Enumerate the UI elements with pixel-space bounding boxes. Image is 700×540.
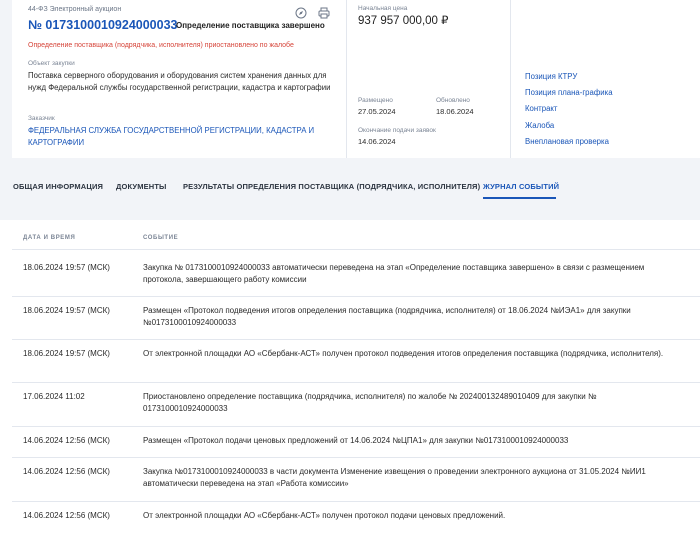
row-divider [12,382,700,383]
row-event: От электронной площадки АО «Сбербанк-АСТ» получен протокол подведения итогов определения поставщика (подрядчика, исполнителя). [143,349,664,358]
price-value: 937 957 000,00 ₽ [358,15,449,27]
row-date: 18.06.2024 19:57 (МСК) [23,263,110,272]
procurement-number[interactable]: № 0173100010924000033 [28,18,178,32]
row-event: Приостановлено определение поставщика (подрядчика, исполнителя) по жалобе № 202400132489010409 для закупки № 0173100010924000033 [143,392,597,413]
link-complaint[interactable]: Жалоба [525,121,555,130]
row-divider [12,339,700,340]
row-divider [12,426,700,427]
row-divider [12,501,700,502]
related-links [510,0,700,158]
object-text: Поставка серверного оборудования и оборудования систем хранения данных для нужд Федеральной службы государственной регистрации, кадастра и картографии [28,71,331,92]
link-unscheduled-check[interactable]: Внеплановая проверка [525,137,609,146]
placed-value: 27.05.2024 [358,107,396,116]
deadline-label: Окончание подачи заявок [358,127,436,134]
link-contract[interactable]: Контракт [525,104,558,113]
price-and-dates [346,0,510,158]
status-badge: Определение поставщика завершено [176,21,325,30]
row-divider [12,296,700,297]
tab-documents[interactable]: ДОКУМЕНТЫ [116,182,167,191]
row-date: 17.06.2024 11:02 [23,392,85,401]
updated-value: 18.06.2024 [436,107,474,116]
active-tab-indicator [483,197,556,199]
row-event: Закупка №0173100010924000033 в части документа Изменение извещения о проведении электронного аукциона от 31.05.2024 №ИИ1 автоматически переведена на этап «Работа комиссии» [143,467,646,488]
row-event: От электронной площадки АО «Сбербанк-АСТ» получен протокол подачи ценовых предложений. [143,511,506,520]
procurement-type: 44-ФЗ Электронный аукцион [28,6,122,13]
print-icon[interactable] [318,6,330,18]
row-event: Закупка № 0173100010924000033 автоматически переведена на этап «Определение поставщика завершено» в связи с размещением протокола, завершающего работу комиссии [143,263,645,284]
customer-link[interactable]: ФЕДЕРАЛЬНАЯ СЛУЖБА ГОСУДАРСТВЕННОЙ РЕГИСТРАЦИИ, КАДАСТРА И КАРТОГРАФИИ [28,126,315,147]
row-divider [12,457,700,458]
tab-general-info[interactable]: ОБЩАЯ ИНФОРМАЦИЯ [13,182,104,191]
link-plan-schedule[interactable]: Позиция плана-графика [525,88,613,97]
row-date: 18.06.2024 19:57 (МСК) [23,306,110,315]
tab-bar [0,158,700,200]
compass-icon[interactable] [295,6,307,18]
object-label: Объект закупки [28,60,75,67]
placed-label: Размещено [358,97,393,104]
updated-label: Обновлено [436,97,470,104]
customer-label: Заказчик [28,115,55,122]
row-date: 14.06.2024 12:56 (МСК) [23,511,110,520]
column-header-event: СОБЫТИЕ [143,235,179,241]
procurement-summary [12,0,345,158]
column-header-date: ДАТА И ВРЕМЯ [23,235,76,241]
row-event: Размещен «Протокол подачи ценовых предложений от 14.06.2024 №ЦПА1» для закупки №0173100010924000033 [143,436,569,445]
row-event: Размещен «Протокол подведения итогов определения поставщика (подрядчика, исполнителя) от 18.06.2024 №ИЭА1» для закупки №0173100010924000033 [143,306,631,327]
row-date: 18.06.2024 19:57 (МСК) [23,349,110,358]
row-date: 14.06.2024 12:56 (МСК) [23,467,110,476]
tab-event-journal[interactable]: ЖУРНАЛ СОБЫТИЙ [483,182,560,191]
tab-supplier-results[interactable]: РЕЗУЛЬТАТЫ ОПРЕДЕЛЕНИЯ ПОСТАВЩИКА (ПОДРЯДЧИКА, ИСПОЛНИТЕЛЯ) [183,182,481,191]
deadline-value: 14.06.2024 [358,137,396,146]
row-date: 14.06.2024 12:56 (МСК) [23,436,110,445]
price-label: Начальная цена [358,5,408,12]
link-ktru[interactable]: Позиция КТРУ [525,72,578,81]
procurement-card [12,0,700,158]
suspended-notice: Определение поставщика (подрядчика, исполнителя) приостановлено по жалобе [28,42,294,49]
row-divider [12,249,700,250]
